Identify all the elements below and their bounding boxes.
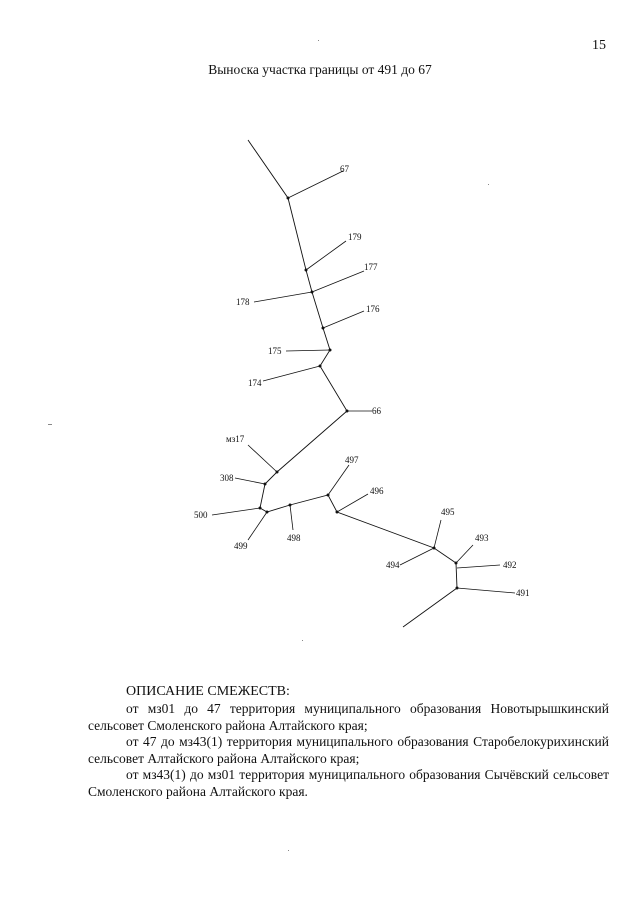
point-label-179: 179 xyxy=(348,232,362,242)
point-label-67: 67 xyxy=(340,164,349,174)
description-paragraph: от 47 до мз43(1) территория муниципального образования Старобелокурихинский сельсовет Алтайского района Алтайского края; xyxy=(88,734,609,766)
point-label-492: 492 xyxy=(503,560,517,570)
point-label-491: 491 xyxy=(516,588,530,598)
point-label-500: 500 xyxy=(194,510,208,520)
point-label-175: 175 xyxy=(268,346,282,356)
point-label-mz17: мз17 xyxy=(226,434,245,444)
point-label-174: 174 xyxy=(248,378,262,388)
point-label-499: 499 xyxy=(234,541,248,551)
boundary-vertices xyxy=(259,197,459,590)
page-title: Выноска участка границы от 491 до 67 xyxy=(208,62,432,77)
point-label-308: 308 xyxy=(220,473,234,483)
point-label-66: 66 xyxy=(372,406,381,416)
scan-speck xyxy=(318,40,319,41)
boundary-line xyxy=(248,140,457,627)
scan-speck xyxy=(48,424,52,425)
point-label-498: 498 xyxy=(287,533,301,543)
scan-speck xyxy=(288,850,289,851)
point-label-493: 493 xyxy=(475,533,489,543)
description-paragraph: от мз43(1) до мз01 территория муниципального образования Сычёвский сельсовет Смоленского района Алтайского края. xyxy=(88,767,609,799)
point-label-495: 495 xyxy=(441,507,455,517)
point-label-497: 497 xyxy=(345,455,359,465)
description-heading: ОПИСАНИЕ СМЕЖЕСТВ: xyxy=(126,684,290,699)
point-label-177: 177 xyxy=(364,262,378,272)
scan-speck xyxy=(302,640,303,641)
point-label-176: 176 xyxy=(366,304,380,314)
page-number: 15 xyxy=(592,38,606,53)
point-label-178: 178 xyxy=(236,297,250,307)
point-label-496: 496 xyxy=(370,486,384,496)
description-paragraph: от мз01 до 47 территория муниципального образования Новотырышкинский сельсовет Смоленского района Алтайского края; xyxy=(88,701,609,733)
scan-speck xyxy=(488,184,489,185)
point-label-494: 494 xyxy=(386,560,400,570)
description-text xyxy=(88,701,609,800)
